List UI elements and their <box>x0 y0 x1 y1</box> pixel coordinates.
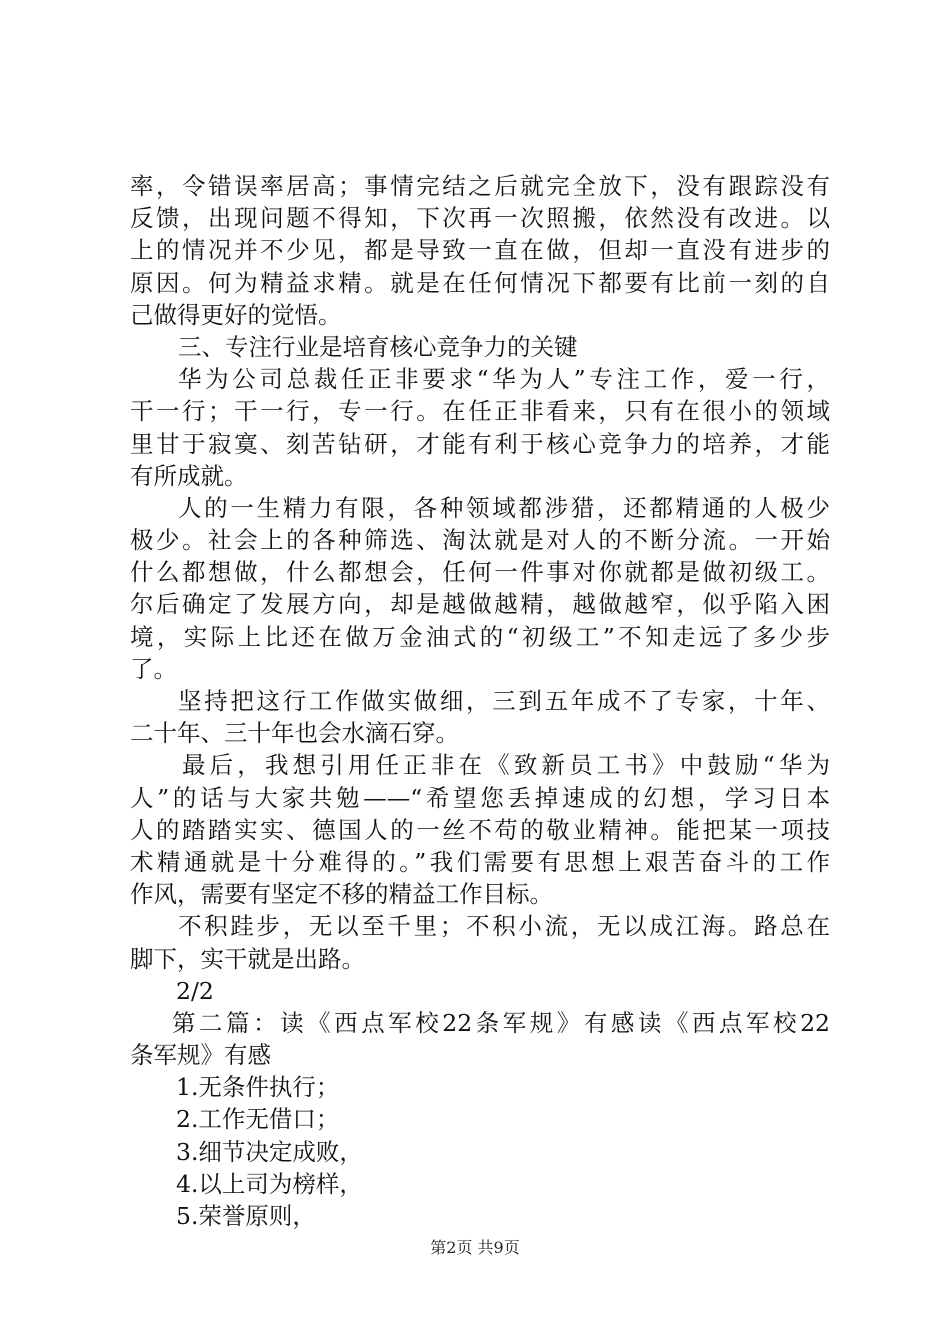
chapter-title: 第二篇：读《西点军校22条军规》有感读《西点军校22 <box>172 1008 830 1037</box>
text-line: 人”的话与大家共勉——“希望您丢掉速成的幻想，学习日本 <box>130 783 830 812</box>
text-line: 己做得更好的觉悟。 <box>130 300 342 329</box>
text-line: 里甘于寂寞、刻苦钻研，才能有利于核心竞争力的培养，才能 <box>130 429 830 458</box>
text-line: 人的踏踏实实、德国人的一丝不苟的敬业精神。能把某一项技 <box>130 815 830 844</box>
text-line: 二十年、三十年也会水滴石穿。 <box>130 719 459 748</box>
text-line: 华为公司总裁任正非要求“华为人”专注工作，爱一行， <box>178 365 830 394</box>
text-line: 什么都想做，什么都想会，任何一件事对你就都是做初级工。 <box>130 558 830 587</box>
text-line: 上的情况并不少见，都是导致一直在做，但却一直没有进步的 <box>130 236 830 265</box>
document-body <box>130 170 830 1232</box>
text-line: 不积跬步，无以至千里；不积小流，无以成江海。路总在 <box>178 912 830 941</box>
list-item: 1.无条件执行； <box>176 1073 340 1102</box>
text-line: 最后，我想引用任正非在《致新员工书》中鼓励“华为 <box>182 751 830 780</box>
text-line: 坚持把这行工作做实做细，三到五年成不了专家，十年、 <box>178 687 830 715</box>
text-line: 作风，需要有坚定不移的精益工作目标。 <box>130 880 553 909</box>
text-line: 了。 <box>130 654 177 683</box>
list-item: 4.以上司为榜样， <box>176 1169 363 1198</box>
text-line: 脚下，实干就是出路。 <box>130 944 365 973</box>
text-line: 干一行；干一行，专一行。在任正非看来，只有在很小的领域 <box>130 397 830 426</box>
text-line: 有所成就。 <box>130 461 248 490</box>
text-line: 境，实际上比还在做万金油式的“初级工”不知走远了多少步 <box>130 622 830 651</box>
list-item: 2.工作无借口； <box>176 1105 340 1134</box>
text-line: 尔后确定了发展方向，却是越做越精，越做越窄，似乎陷入困 <box>130 590 830 619</box>
text-line: 率，令错误率居高；事情完结之后就完全放下，没有跟踪没有 <box>130 172 830 200</box>
list-item: 3.细节决定成败， <box>176 1137 363 1166</box>
chapter-title: 条军规》有感 <box>130 1041 271 1070</box>
text-line: 人的一生精力有限，各种领域都涉猎，还都精通的人极少 <box>178 493 830 522</box>
list-item: 5.荣誉原则， <box>176 1202 316 1230</box>
text-line: 术精通就是十分难得的。”我们需要有思想上艰苦奋斗的工作 <box>130 847 830 876</box>
text-line: 极少。社会上的各种筛选、淘汰就是对人的不断分流。一开始 <box>130 526 830 555</box>
page-number-footer: 第2页 共9页 <box>430 1238 520 1257</box>
text-line: 反馈，出现问题不得知，下次再一次照搬，依然没有改进。以 <box>130 204 830 233</box>
text-line: 原因。何为精益求精。就是在任何情况下都要有比前一刻的自 <box>130 268 830 297</box>
section-heading: 三、专注行业是培育核心竞争力的关键 <box>178 332 578 361</box>
page-marker: 2/2 <box>176 976 214 1005</box>
